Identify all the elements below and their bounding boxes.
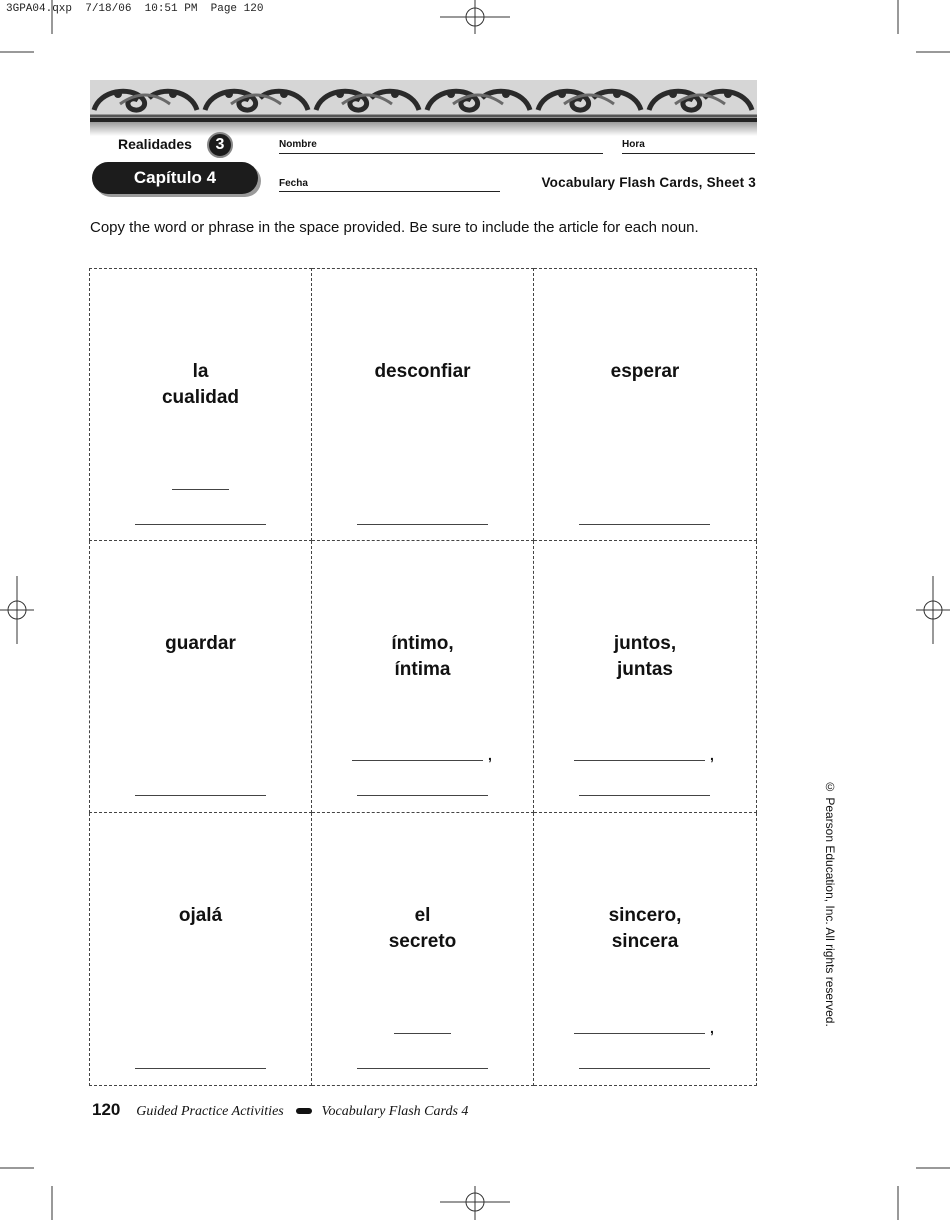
flash-card — [534, 541, 757, 813]
level-badge: 3 — [207, 132, 233, 158]
flash-card-word — [534, 903, 756, 955]
write-in-blank[interactable] — [135, 524, 266, 525]
copyright-notice: © Pearson Education, Inc. All rights reserved. — [823, 780, 837, 1027]
article-blank[interactable] — [394, 1033, 451, 1034]
file-slug: 3GPA04.qxp 7/18/06 10:51 PM Page 120 — [6, 3, 264, 15]
sheet-title: Vocabulary Flash Cards, Sheet 3 — [541, 175, 756, 190]
date-field[interactable] — [279, 191, 500, 192]
date-label: Fecha — [279, 178, 308, 189]
write-in-blank[interactable] — [352, 760, 483, 761]
write-in-blank[interactable] — [579, 1068, 710, 1069]
page-number: 120 — [92, 1100, 121, 1119]
word-line: juntas — [617, 659, 673, 680]
write-in-blank[interactable] — [579, 795, 710, 796]
write-in-blank[interactable] — [135, 795, 266, 796]
series-label: Realidades — [118, 136, 192, 152]
word-line: ojalá — [178, 905, 223, 926]
book-title: Guided Practice Activities — [136, 1104, 284, 1119]
word-line: cualidad — [161, 387, 240, 408]
word-line: íntimo, — [391, 633, 454, 654]
write-in-blank[interactable] — [357, 1068, 488, 1069]
scroll-ornament-icon — [90, 80, 757, 118]
flash-card — [312, 541, 534, 813]
name-field[interactable] — [279, 153, 603, 154]
flash-card-word — [534, 359, 756, 385]
flash-card — [312, 813, 534, 1086]
write-in-blank[interactable] — [135, 1068, 266, 1069]
comma-mark: , — [488, 747, 492, 763]
flash-card-word — [312, 359, 533, 385]
separator-icon — [296, 1108, 312, 1114]
flash-card-word — [90, 359, 311, 411]
comma-mark: , — [710, 1020, 714, 1036]
word-line: desconfiar — [374, 361, 471, 382]
word-line: el — [414, 905, 431, 926]
flash-card-word — [90, 903, 311, 929]
write-in-blank[interactable] — [574, 1033, 705, 1034]
flash-card-word — [534, 631, 756, 683]
word-line: juntos, — [613, 633, 677, 654]
write-in-blank[interactable] — [357, 524, 488, 525]
word-line: íntima — [394, 659, 451, 680]
flash-card — [89, 813, 312, 1086]
hour-field[interactable] — [622, 153, 755, 154]
word-line: sincera — [611, 931, 679, 952]
instructions: Copy the word or phrase in the space provided. Be sure to include the article for each noun. — [90, 219, 699, 236]
comma-mark: , — [710, 747, 714, 763]
flash-card — [89, 541, 312, 813]
flash-card — [89, 268, 312, 541]
page-footer — [92, 1100, 468, 1120]
banner-shadow — [90, 122, 757, 136]
flash-card-grid — [89, 268, 757, 1086]
word-line: secreto — [388, 931, 457, 952]
decorative-banner — [90, 80, 757, 118]
flash-card — [534, 813, 757, 1086]
flash-card — [312, 268, 534, 541]
write-in-blank[interactable] — [574, 760, 705, 761]
word-line: guardar — [165, 633, 236, 654]
name-label: Nombre — [279, 139, 317, 150]
word-line: la — [192, 361, 209, 382]
flash-card-word — [90, 631, 311, 657]
article-blank[interactable] — [172, 489, 229, 490]
write-in-blank[interactable] — [579, 524, 710, 525]
word-line: sincero, — [608, 905, 682, 926]
section-title: Vocabulary Flash Cards 4 — [321, 1104, 469, 1119]
flash-card — [534, 268, 757, 541]
write-in-blank[interactable] — [357, 795, 488, 796]
hour-label: Hora — [622, 139, 645, 150]
chapter-tab: Capítulo 4 — [92, 162, 258, 194]
flash-card-word — [312, 903, 533, 955]
word-line: esperar — [610, 361, 680, 382]
flash-card-word — [312, 631, 533, 683]
